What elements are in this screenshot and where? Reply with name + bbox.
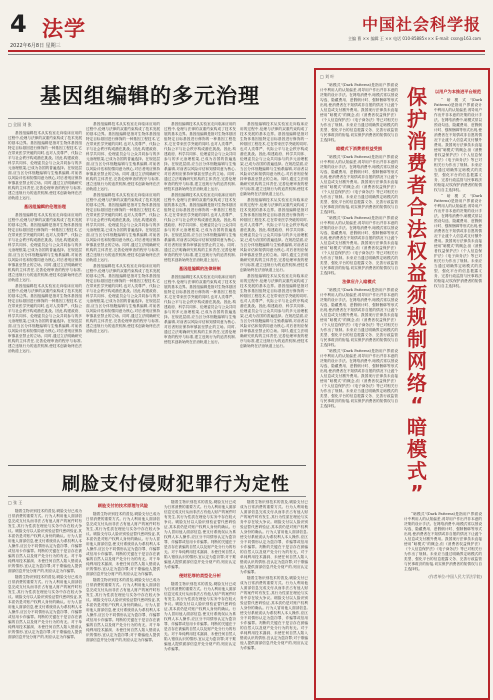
sidebar-body: “暗模式”(Dark Patterns)是指用户界面设计中利用人的认知偏差,诱导用户作出并非本意的决策的设计手法。在网络消费中,暗模式常以预设勾选、隐藏费用、虚假倒计时、强制捆绑等形式出现,使消费者在不知情或非自愿的情况下让渡个人信息或支付额外费用。我国现行法律虽未直接使用“暗模式”的概念,但《消费者权益保护法》《个人信息保护法》《电子商务法》等已对相关行为作出了规制。未来应当通过明确界定暗模式的类型、强化平台的信息披露义务、完善行政监管与民事救济的衔接,切实保护消费者的知情权与自主选择权。	[320, 288, 398, 347]
sidebar-column-right	[434, 86, 482, 506]
sidebar-subhead-2: 法律应介入暗模式	[342, 279, 376, 284]
refresh-body: 随着生物识别技术的普及,刷脸支付已成为日常消费的重要方式。行为人利用他人面部信息完成支付从而非法占有他人财产的案件时有发生,其行为性质在理论与实务中存在较大争议。刷脸支付以人脸识别验证替代密码验证,其本质仍是对账户权利人身份的确认。行为人冒用他人面部信息,使支付系统误认为系权利人本人操作,应区分不同情形认定为盗窃罪、诈骗罪或信用卡诈骗罪。判断的关键在于是否存在被骗的自然人以及财产处分行为的有无。对于单纯利用技术漏洞、未使任何自然人陷入错误认识的情形,宜认定为盗窃罪;对于欺骗他人提供面部信息并处分财产的,则应认定为诈骗罪。	[86, 578, 160, 642]
refresh-column-1	[8, 500, 82, 696]
refresh-column-3	[164, 500, 236, 696]
gene-column-3	[164, 122, 236, 462]
title-char: 权	[407, 239, 427, 263]
title-char: 合	[407, 195, 427, 219]
page-number: 4	[10, 10, 27, 38]
section-divider	[8, 465, 306, 466]
sidebar-vertical-title	[404, 86, 430, 504]
gene-body: 基因组编辑技术从实验室走向临床应用的过程中,伦理与法律的双重约束构成了技术发展的基本边界。基因组编辑是指对生物体基因组特定目标基因进行修饰的一种基因工程技术,它在带来医学突破的同时,也对人类尊严、代际公平与社会秩序构成潜在挑战。因此,构建政府、科学共同体、伦理委员会与公众共同参与的多元治理框架,已成为各国的普遍选择。在规范层面,应当区分体细胞编辑与生殖系编辑,对前者以风险评估和知情同意为核心,对后者则应保持审慎甚至禁止的立场。同时,通过立法明确研究机构的主体责任,完善伦理审查的程序与标准,建立违规行为的追责机制,使技术创新始终在法治轨道上运行。	[8, 131, 82, 200]
title-char: 法	[407, 217, 427, 241]
gene-body: 基因组编辑技术从实验室走向临床应用的过程中,伦理与法律的双重约束构成了技术发展的基本边界。基因组编辑是指对生物体基因组特定目标基因进行修饰的一种基因工程技术,它在带来医学突破的同时,也对人类尊严、代际公平与社会秩序构成潜在挑战。因此,构建政府、科学共同体、伦理委员会与公众共同参与的多元治理框架,已成为各国的普遍选择。在规范层面,应当区分体细胞编辑与生殖系编辑,对前者以风险评估和知情同意为核心,对后者则应保持审慎甚至禁止的立场。同时,通过立法明确研究机构的主体责任,完善伦理审查的程序与标准,建立违规行为的追责机制,使技术创新始终在法治轨道上运行。	[164, 122, 236, 191]
sidebar-body: “暗模式”(Dark Patterns)是指用户界面设计中利用人的认知偏差,诱导用户作出并非本意的决策的设计手法。在网络消费中,暗模式常以预设勾选、隐藏费用、虚假倒计时、强制捆绑等形式出现,使消费者在不知情或非自愿的情况下让渡个人信息或支付额外费用。我国现行法律虽未直接使用“暗模式”的概念,但《消费者权益保护法》《个人信息保护法》《电子商务法》等已对相关行为作出了规制。未来应当通过明确界定暗模式的类型、强化平台的信息披露义务、完善行政监管与民事救济的衔接,切实保护消费者的知情权与自主选择权。	[320, 349, 398, 408]
gene-column-1	[8, 122, 82, 462]
title-char: “	[410, 393, 424, 417]
refresh-subhead-2: 侵财犯罪的类型化分析	[179, 573, 221, 578]
header-rule	[8, 50, 485, 52]
title-char: 暗	[407, 415, 427, 439]
gene-body: 基因组编辑技术从实验室走向临床应用的过程中,伦理与法律的双重约束构成了技术发展的基本边界。基因组编辑是指对生物体基因组特定目标基因进行修饰的一种基因工程技术,它在带来医学突破的同时,也对人类尊严、代际公平与社会秩序构成潜在挑战。因此,构建政府、科学共同体、伦理委员会与公众共同参与的多元治理框架,已成为各国的普遍选择。在规范层面,应当区分体细胞编辑与生殖系编辑,对前者以风险评估和知情同意为核心,对后者则应保持审慎甚至禁止的立场。同时,通过立法明确研究机构的主体责任,完善伦理审查的程序与标准,建立违规行为的追责机制,使技术创新始终在法治轨道上运行。	[164, 193, 236, 262]
sidebar-column-1	[320, 74, 398, 690]
gene-subhead-2: 基因组编辑的法律规制	[179, 266, 221, 271]
title-char: 者	[407, 173, 427, 197]
title-char: 消	[407, 129, 427, 153]
refresh-body: 随着生物识别技术的普及,刷脸支付已成为日常消费的重要方式。行为人利用他人面部信息完成支付从而非法占有他人财产的案件时有发生,其行为性质在理论与实务中存在较大争议。刷脸支付以人脸识别验证替代密码验证,其本质仍是对账户权利人身份的确认。行为人冒用他人面部信息,使支付系统误认为系权利人本人操作,应区分不同情形认定为盗窃罪、诈骗罪或信用卡诈骗罪。判断的关键在于是否存在被骗的自然人以及财产处分行为的有无。对于单纯利用技术漏洞、未使任何自然人陷入错误认识的情形,宜认定为盗窃罪;对于欺骗他人提供面部信息并处分财产的,则应认定为诈骗罪。	[86, 512, 160, 576]
title-char: 络	[407, 371, 427, 395]
title-char: 规	[407, 305, 427, 329]
sidebar-body: “暗模式”(Dark Patterns)是指用户界面设计中利用人的认知偏差,诱导用户作出并非本意的决策的设计手法。在网络消费中,暗模式常以预设勾选、隐藏费用、虚假倒计时、强制捆绑等形式出现,使消费者在不知情或非自愿的情况下让渡个人信息或支付额外费用。我国现行法律虽未直接使用“暗模式”的概念,但《消费者权益保护法》《个人信息保护法》《电子商务法》等已对相关行为作出了规制。未来应当通过明确界定暗模式的类型、强化平台的信息披露义务、完善行政监管与民事救济的衔接,切实保护消费者的知情权与自主选择权。	[320, 216, 398, 275]
article-title-refresh: 刷脸支付侵财犯罪行为定性	[62, 474, 290, 495]
title-char: 须	[407, 283, 427, 307]
gene-column-2	[86, 122, 160, 462]
gene-body: 基因组编辑技术从实验室走向临床应用的过程中,伦理与法律的双重约束构成了技术发展的基本边界。基因组编辑是指对生物体基因组特定目标基因进行修饰的一种基因工程技术,它在带来医学突破的同时,也对人类尊严、代际公平与社会秩序构成潜在挑战。因此,构建政府、科学共同体、伦理委员会与公众共同参与的多元治理框架,已成为各国的普遍选择。在规范层面,应当区分体细胞编辑与生殖系编辑,对前者以风险评估和知情同意为核心,对后者则应保持审慎甚至禁止的立场。同时,通过立法明确研究机构的主体责任,完善伦理审查的程序与标准,建立违规行为的追责机制,使技术创新始终在法治轨道上运行。	[164, 275, 236, 344]
sidebar-body: “暗模式”(Dark Patterns)是指用户界面设计中利用人的认知偏差,诱导用户作出并非本意的决策的设计手法。在网络消费中,暗模式常以预设勾选、隐藏费用、虚假倒计时、强制捆绑等形式出现,使消费者在不知情或非自愿的情况下让渡个人信息或支付额外费用。我国现行法律虽未直接使用“暗模式”的概念,但《消费者权益保护法》《个人信息保护法》《电子商务法》等已对相关行为作出了规制。未来应当通过明确界定暗模式的类型、强化平台的信息披露义务、完善行政监管与民事救济的衔接,切实保护消费者的知情权与自主选择权。	[434, 98, 482, 192]
gene-body: 基因组编辑技术从实验室走向临床应用的过程中,伦理与法律的双重约束构成了技术发展的基本边界。基因组编辑是指对生物体基因组特定目标基因进行修饰的一种基因工程技术,它在带来医学突破的同时,也对人类尊严、代际公平与社会秩序构成潜在挑战。因此,构建政府、科学共同体、伦理委员会与公众共同参与的多元治理框架,已成为各国的普遍选择。在规范层面,应当区分体细胞编辑与生殖系编辑,对前者以风险评估和知情同意为核心,对后者则应保持审慎甚至禁止的立场。同时,通过立法明确研究机构的主体责任,完善伦理审查的程序与标准,建立违规行为的追责机制,使技术创新始终在法治轨道上运行。	[86, 193, 160, 262]
title-char: 费	[407, 151, 427, 175]
gene-subhead-1: 基因组编辑的伦理治理	[24, 204, 66, 209]
title-char: 保	[407, 85, 427, 109]
sidebar-column-2-lower	[404, 512, 482, 690]
masthead: 中国社会科学报	[361, 15, 481, 34]
title-rule-2	[8, 496, 306, 497]
gene-body: 基因组编辑技术从实验室走向临床应用的过程中,伦理与法律的双重约束构成了技术发展的基本边界。基因组编辑是指对生物体基因组特定目标基因进行修饰的一种基因工程技术,它在带来医学突破的同时,也对人类尊严、代际公平与社会秩序构成潜在挑战。因此,构建政府、科学共同体、伦理委员会与公众共同参与的多元治理框架,已成为各国的普遍选择。在规范层面,应当区分体细胞编辑与生殖系编辑,对前者以风险评估和知情同意为核心,对后者则应保持审慎甚至禁止的立场。同时,通过立法明确研究机构的主体责任,完善伦理审查的程序与标准,建立违规行为的追责机制,使技术创新始终在法治轨道上运行。	[240, 122, 308, 196]
refresh-body: 随着生物识别技术的普及,刷脸支付已成为日常消费的重要方式。行为人利用他人面部信息完成支付从而非法占有他人财产的案件时有发生,其行为性质在理论与实务中存在较大争议。刷脸支付以人脸识别验证替代密码验证,其本质仍是对账户权利人身份的确认。行为人冒用他人面部信息,使支付系统误认为系权利人本人操作,应区分不同情形认定为盗窃罪、诈骗罪或信用卡诈骗罪。判断的关键在于是否存在被骗的自然人以及财产处分行为的有无。对于单纯利用技术漏洞、未使任何自然人陷入错误认识的情形,宜认定为盗窃罪;对于欺骗他人提供面部信息并处分财产的,则应认定为诈骗罪。	[240, 500, 308, 574]
gene-column-4	[240, 122, 308, 462]
gene-byline: □ 全国 刘 张	[8, 122, 32, 127]
refresh-column-4	[240, 500, 308, 696]
gene-body: 基因组编辑技术从实验室走向临床应用的过程中,伦理与法律的双重约束构成了技术发展的基本边界。基因组编辑是指对生物体基因组特定目标基因进行修饰的一种基因工程技术,它在带来医学突破的同时,也对人类尊严、代际公平与社会秩序构成潜在挑战。因此,构建政府、科学共同体、伦理委员会与公众共同参与的多元治理框架,已成为各国的普遍选择。在规范层面,应当区分体细胞编辑与生殖系编辑,对前者以风险评估和知情同意为核心,对后者则应保持审慎甚至禁止的立场。同时,通过立法明确研究机构的主体责任,完善伦理审查的程序与标准,建立违规行为的追责机制,使技术创新始终在法治轨道上运行。	[86, 264, 160, 333]
sidebar-subhead-1: 暗模式下消费者权益受损	[335, 146, 383, 151]
issue-date: 2022年6月8日 星期三	[10, 43, 61, 49]
gene-body: 基因组编辑技术从实验室走向临床应用的过程中,伦理与法律的双重约束构成了技术发展的基本边界。基因组编辑是指对生物体基因组特定目标基因进行修饰的一种基因工程技术,它在带来医学突破的同时,也对人类尊严、代际公平与社会秩序构成潜在挑战。因此,构建政府、科学共同体、伦理委员会与公众共同参与的多元治理框架,已成为各国的普遍选择。在规范层面,应当区分体细胞编辑与生殖系编辑,对前者以风险评估和知情同意为核心,对后者则应保持审慎甚至禁止的立场。同时,通过立法明确研究机构的主体责任,完善伦理审查的程序与标准,建立违规行为的追责机制,使技术创新始终在法治轨道上运行。	[240, 274, 308, 348]
refresh-body: 随着生物识别技术的普及,刷脸支付已成为日常消费的重要方式。行为人利用他人面部信息完成支付从而非法占有他人财产的案件时有发生,其行为性质在理论与实务中存在较大争议。刷脸支付以人脸识别验证替代密码验证,其本质仍是对账户权利人身份的确认。行为人冒用他人面部信息,使支付系统误认为系权利人本人操作,应区分不同情形认定为盗窃罪、诈骗罪或信用卡诈骗罪。判断的关键在于是否存在被骗的自然人以及财产处分行为的有无。对于单纯利用技术漏洞、未使任何自然人陷入错误认识的情形,宜认定为盗窃罪;对于欺骗他人提供面部信息并处分财产的,则应认定为诈骗罪。	[164, 500, 236, 569]
sidebar-body: “暗模式”(Dark Patterns)是指用户界面设计中利用人的认知偏差,诱导用户作出并非本意的决策的设计手法。在网络消费中,暗模式常以预设勾选、隐藏费用、虚假倒计时、强制捆绑等形式出现,使消费者在不知情或非自愿的情况下让渡个人信息或支付额外费用。我国现行法律虽未直接使用“暗模式”的概念,但《消费者权益保护法》《个人信息保护法》《电子商务法》等已对相关行为作出了规制。未来应当通过明确界定暗模式的类型、强化平台的信息披露义务、完善行政监管与民事救济的衔接,切实保护消费者的知情权与自主选择权。	[320, 155, 398, 214]
article-title-gene: 基因组编辑的多元治理	[40, 84, 260, 108]
masthead-info: 主编 曹 ×× 编辑 王 ×× 电话 010-85885××× E-mail: cssn@163.com	[348, 36, 481, 41]
refresh-column-2	[86, 500, 160, 696]
sidebar-credit: (作者单位:中国人民大学法学院)	[428, 574, 482, 579]
title-char: 式	[407, 459, 427, 483]
sidebar-byline: □ 刘 叶	[320, 74, 335, 79]
title-rule	[8, 118, 306, 119]
title-char: 制	[407, 327, 427, 351]
sidebar-body: “暗模式”(Dark Patterns)是指用户界面设计中利用人的认知偏差,诱导用户作出并非本意的决策的设计手法。在网络消费中,暗模式常以预设勾选、隐藏费用、虚假倒计时、强制捆绑等形式出现,使消费者在不知情或非自愿的情况下让渡个人信息或支付额外费用。我国现行法律虽未直接使用“暗模式”的概念,但《消费者权益保护法》《个人信息保护法》《电子商务法》等已对相关行为作出了规制。未来应当通过明确界定暗模式的类型、强化平台的信息披露义务、完善行政监管与民事救济的衔接,切实保护消费者的知情权与自主选择权。	[404, 512, 482, 571]
gene-body: 基因组编辑技术从实验室走向临床应用的过程中,伦理与法律的双重约束构成了技术发展的基本边界。基因组编辑是指对生物体基因组特定目标基因进行修饰的一种基因工程技术,它在带来医学突破的同时,也对人类尊严、代际公平与社会秩序构成潜在挑战。因此,构建政府、科学共同体、伦理委员会与公众共同参与的多元治理框架,已成为各国的普遍选择。在规范层面,应当区分体细胞编辑与生殖系编辑,对前者以风险评估和知情同意为核心,对后者则应保持审慎甚至禁止的立场。同时,通过立法明确研究机构的主体责任,完善伦理审查的程序与标准,建立违规行为的追责机制,使技术创新始终在法治轨道上运行。	[240, 198, 308, 272]
title-char: 护	[407, 107, 427, 131]
section-title: 法学	[42, 17, 86, 41]
refresh-body: 随着生物识别技术的普及,刷脸支付已成为日常消费的重要方式。行为人利用他人面部信息完成支付从而非法占有他人财产的案件时有发生,其行为性质在理论与实务中存在较大争议。刷脸支付以人脸识别验证替代密码验证,其本质仍是对账户权利人身份的确认。行为人冒用他人面部信息,使支付系统误认为系权利人本人操作,应区分不同情形认定为盗窃罪、诈骗罪或信用卡诈骗罪。判断的关键在于是否存在被骗的自然人以及财产处分行为的有无。对于单纯利用技术漏洞、未使任何自然人陷入错误认识的情形,宜认定为盗窃罪;对于欺骗他人提供面部信息并处分财产的,则应认定为诈骗罪。	[240, 576, 308, 650]
refresh-body: 随着生物识别技术的普及,刷脸支付已成为日常消费的重要方式。行为人利用他人面部信息完成支付从而非法占有他人财产的案件时有发生,其行为性质在理论与实务中存在较大争议。刷脸支付以人脸识别验证替代密码验证,其本质仍是对账户权利人身份的确认。行为人冒用他人面部信息,使支付系统误认为系权利人本人操作,应区分不同情形认定为盗窃罪、诈骗罪或信用卡诈骗罪。判断的关键在于是否存在被骗的自然人以及财产处分行为的有无。对于单纯利用技术漏洞、未使任何自然人陷入错误认识的情形,宜认定为盗窃罪;对于欺骗他人提供面部信息并处分财产的,则应认定为诈骗罪。	[164, 582, 236, 651]
gene-body: 基因组编辑技术从实验室走向临床应用的过程中,伦理与法律的双重约束构成了技术发展的基本边界。基因组编辑是指对生物体基因组特定目标基因进行修饰的一种基因工程技术,它在带来医学突破的同时,也对人类尊严、代际公平与社会秩序构成潜在挑战。因此,构建政府、科学共同体、伦理委员会与公众共同参与的多元治理框架,已成为各国的普遍选择。在规范层面,应当区分体细胞编辑与生殖系编辑,对前者以风险评估和知情同意为核心,对后者则应保持审慎甚至禁止的立场。同时,通过立法明确研究机构的主体责任,完善伦理审查的程序与标准,建立违规行为的追责机制,使技术创新始终在法治轨道上运行。	[8, 284, 82, 353]
title-char: 益	[407, 261, 427, 285]
sidebar-subhead-3: 以用户为本推进平台规范	[434, 89, 482, 94]
sidebar-body: “暗模式”(Dark Patterns)是指用户界面设计中利用人的认知偏差,诱导用户作出并非本意的决策的设计手法。在网络消费中,暗模式常以预设勾选、隐藏费用、虚假倒计时、强制捆绑等形式出现,使消费者在不知情或非自愿的情况下让渡个人信息或支付额外费用。我国现行法律虽未直接使用“暗模式”的概念,但《消费者权益保护法》《个人信息保护法》《电子商务法》等已对相关行为作出了规制。未来应当通过明确界定暗模式的类型、强化平台的信息披露义务、完善行政监管与民事救济的衔接,切实保护消费者的知情权与自主选择权。	[434, 194, 482, 288]
refresh-body: 随着生物识别技术的普及,刷脸支付已成为日常消费的重要方式。行为人利用他人面部信息完成支付从而非法占有他人财产的案件时有发生,其行为性质在理论与实务中存在较大争议。刷脸支付以人脸识别验证替代密码验证,其本质仍是对账户权利人身份的确认。行为人冒用他人面部信息,使支付系统误认为系权利人本人操作,应区分不同情形认定为盗窃罪、诈骗罪或信用卡诈骗罪。判断的关键在于是否存在被骗的自然人以及财产处分行为的有无。对于单纯利用技术漏洞、未使任何自然人陷入错误认识的情形,宜认定为盗窃罪;对于欺骗他人提供面部信息并处分财产的,则应认定为诈骗罪。	[8, 575, 82, 639]
sidebar-body: “暗模式”(Dark Patterns)是指用户界面设计中利用人的认知偏差,诱导用户作出并非本意的决策的设计手法。在网络消费中,暗模式常以预设勾选、隐藏费用、虚假倒计时、强制捆绑等形式出现,使消费者在不知情或非自愿的情况下让渡个人信息或支付额外费用。我国现行法律虽未直接使用“暗模式”的概念,但《消费者权益保护法》《个人信息保护法》《电子商务法》等已对相关行为作出了规制。未来应当通过明确界定暗模式的类型、强化平台的信息披露义务、完善行政监管与民事救济的衔接,切实保护消费者的知情权与自主选择权。	[320, 83, 398, 142]
title-char: 网	[407, 349, 427, 373]
title-char: ”	[410, 481, 424, 505]
refresh-subhead-1: 刷脸支付的技术原理与风险	[97, 503, 149, 508]
gene-body: 基因组编辑技术从实验室走向临床应用的过程中,伦理与法律的双重约束构成了技术发展的基本边界。基因组编辑是指对生物体基因组特定目标基因进行修饰的一种基因工程技术,它在带来医学突破的同时,也对人类尊严、代际公平与社会秩序构成潜在挑战。因此,构建政府、科学共同体、伦理委员会与公众共同参与的多元治理框架,已成为各国的普遍选择。在规范层面,应当区分体细胞编辑与生殖系编辑,对前者以风险评估和知情同意为核心,对后者则应保持审慎甚至禁止的立场。同时,通过立法明确研究机构的主体责任,完善伦理审查的程序与标准,建立违规行为的追责机制,使技术创新始终在法治轨道上运行。	[86, 122, 160, 191]
refresh-byline: □ 张 王	[8, 500, 23, 505]
title-char: 模	[407, 437, 427, 461]
refresh-body: 随着生物识别技术的普及,刷脸支付已成为日常消费的重要方式。行为人利用他人面部信息完成支付从而非法占有他人财产的案件时有发生,其行为性质在理论与实务中存在较大争议。刷脸支付以人脸识别验证替代密码验证,其本质仍是对账户权利人身份的确认。行为人冒用他人面部信息,使支付系统误认为系权利人本人操作,应区分不同情形认定为盗窃罪、诈骗罪或信用卡诈骗罪。判断的关键在于是否存在被骗的自然人以及财产处分行为的有无。对于单纯利用技术漏洞、未使任何自然人陷入错误认识的情形,宜认定为盗窃罪;对于欺骗他人提供面部信息并处分财产的,则应认定为诈骗罪。	[8, 509, 82, 573]
header-thin-rule	[8, 54, 485, 55]
gene-body: 基因组编辑技术从实验室走向临床应用的过程中,伦理与法律的双重约束构成了技术发展的基本边界。基因组编辑是指对生物体基因组特定目标基因进行修饰的一种基因工程技术,它在带来医学突破的同时,也对人类尊严、代际公平与社会秩序构成潜在挑战。因此,构建政府、科学共同体、伦理委员会与公众共同参与的多元治理框架,已成为各国的普遍选择。在规范层面,应当区分体细胞编辑与生殖系编辑,对前者以风险评估和知情同意为核心,对后者则应保持审慎甚至禁止的立场。同时,通过立法明确研究机构的主体责任,完善伦理审查的程序与标准,建立违规行为的追责机制,使技术创新始终在法治轨道上运行。	[8, 213, 82, 282]
